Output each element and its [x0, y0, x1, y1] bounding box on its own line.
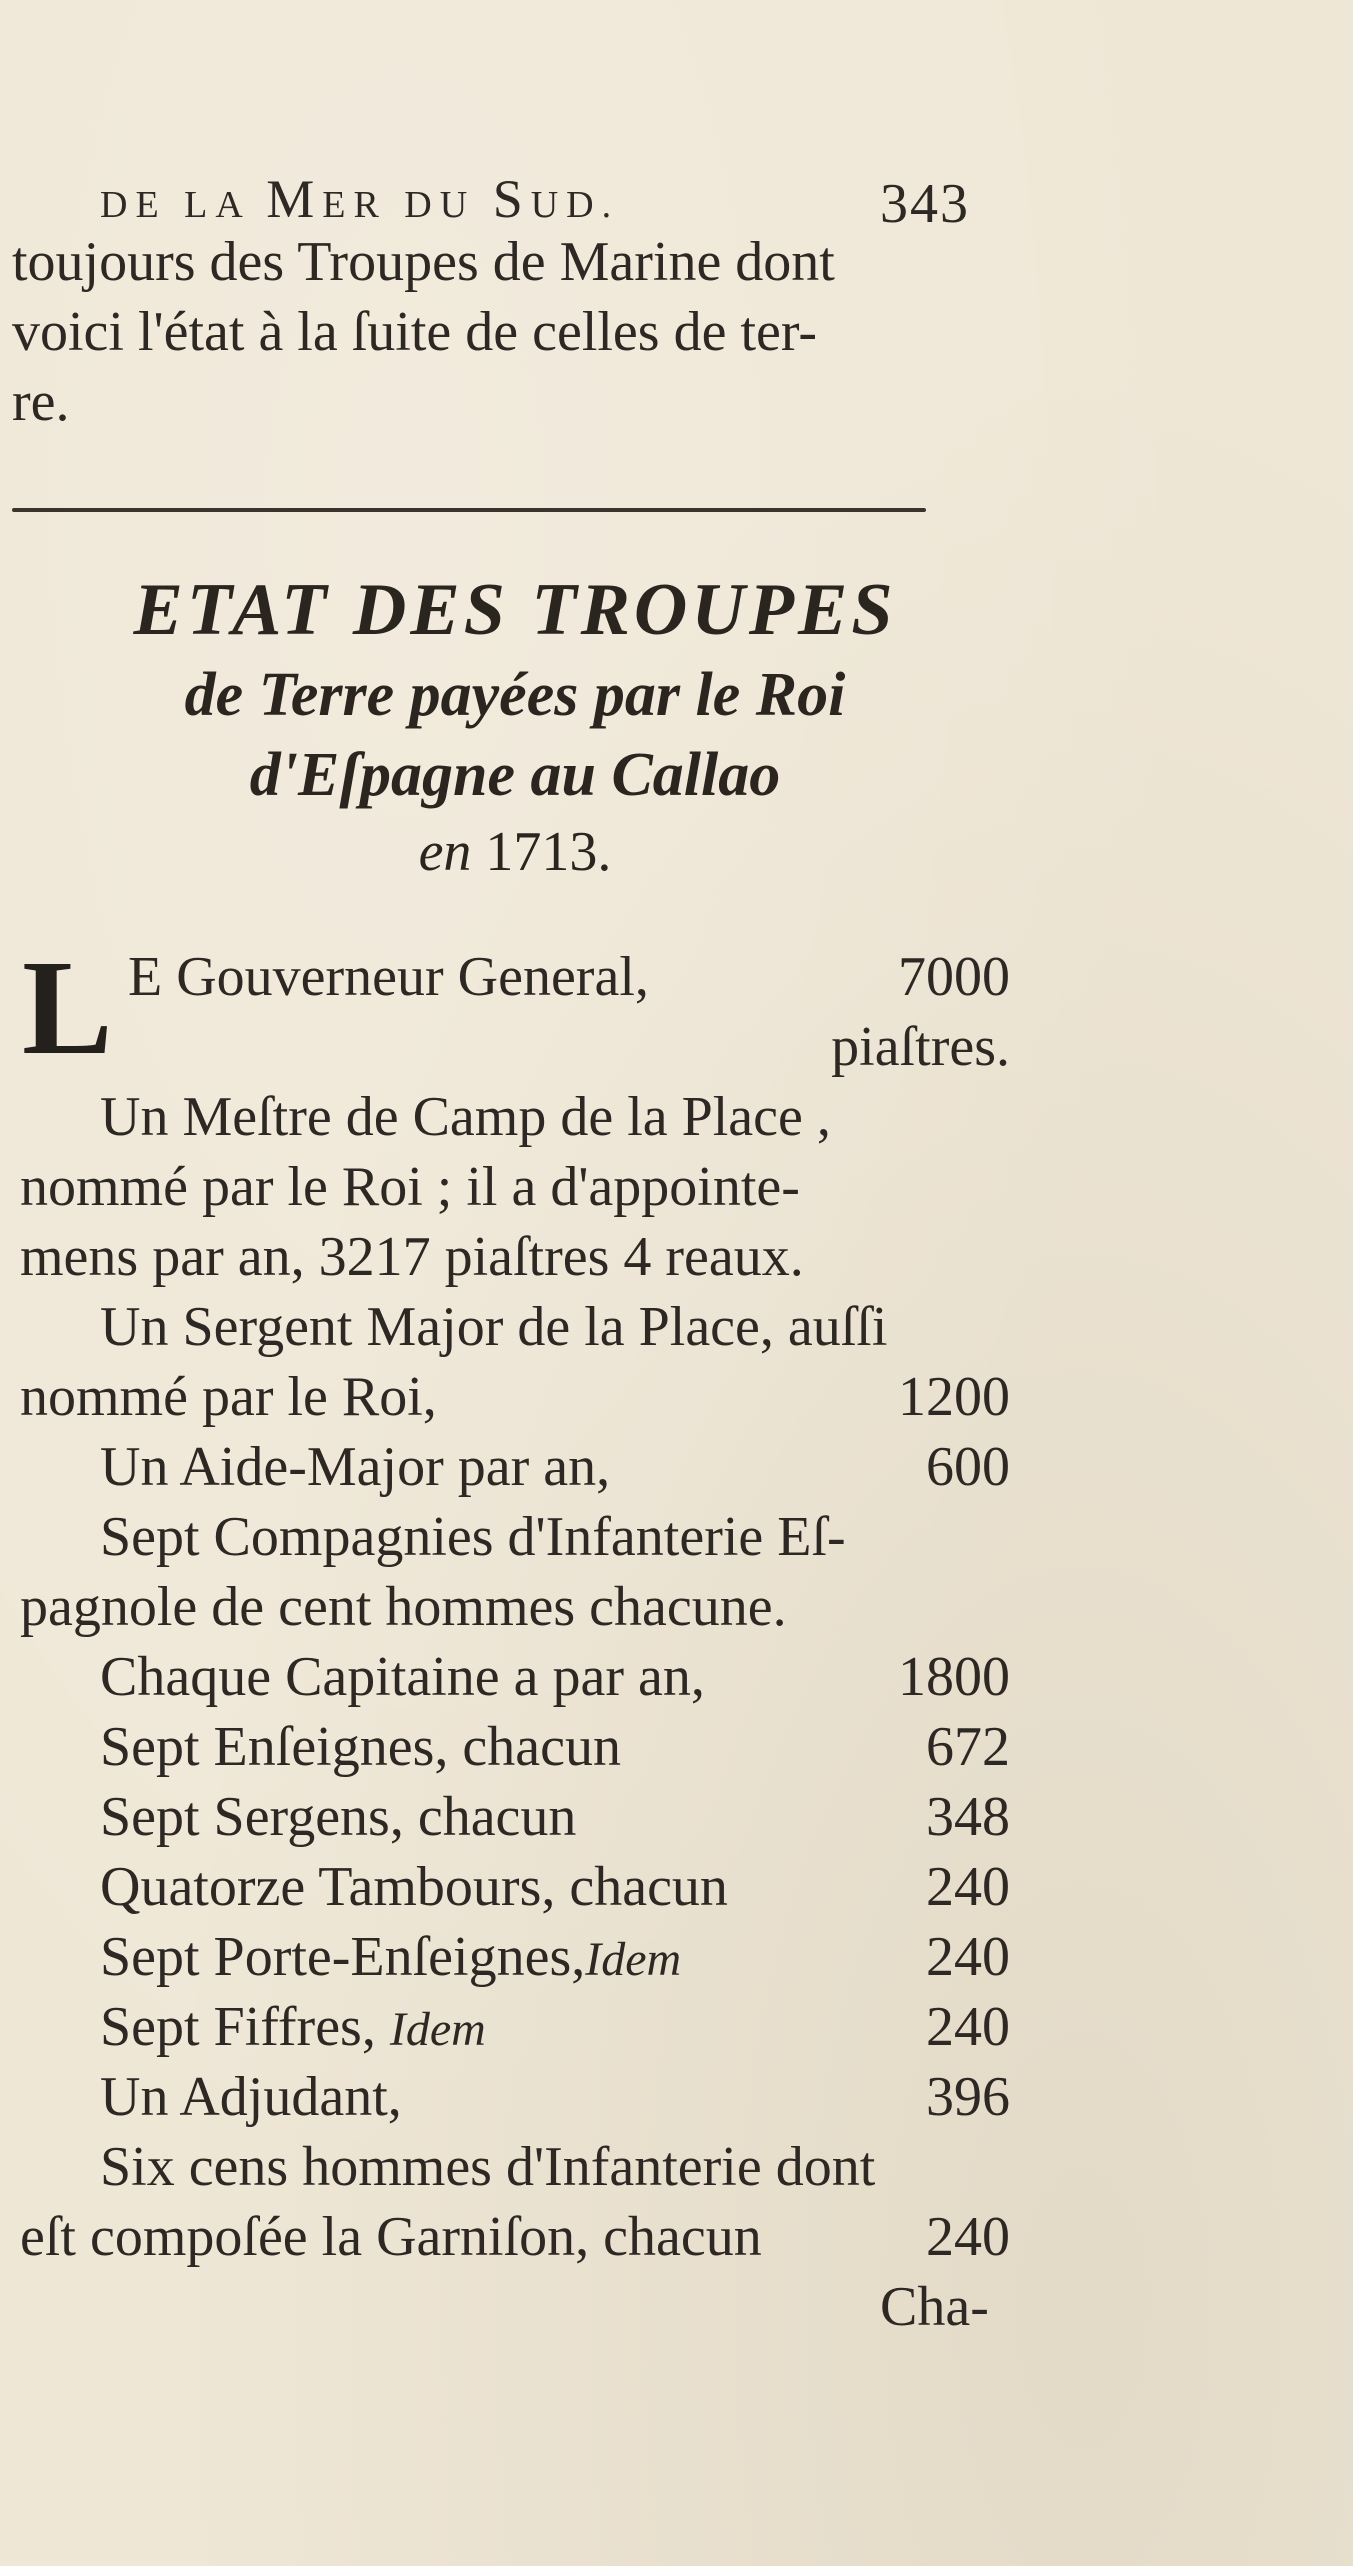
drop-cap: L — [22, 933, 113, 1083]
entry-row — [0, 1715, 1010, 1785]
entry-value: 7000 — [898, 946, 1010, 1008]
intro-line: re. — [12, 371, 70, 433]
entry-value: 1200 — [898, 1366, 1010, 1428]
entry-row — [0, 1225, 1010, 1295]
entry-value: 240 — [926, 1856, 1010, 1918]
entry-label: nommé par le Roi, — [20, 1366, 437, 1428]
entry-row — [0, 1645, 1010, 1715]
entry-row — [0, 1085, 1010, 1155]
entry-row — [0, 2135, 1010, 2205]
entry-label: Un Sergent Major de la Place, auſſi — [100, 1296, 888, 1358]
entry-label-italic: Idem — [389, 2003, 486, 2056]
entry-row — [0, 1785, 1010, 1855]
entry-row — [0, 1435, 1010, 1505]
entry-label: Sept Enſeignes, chacun — [100, 1716, 621, 1778]
entry-value: 240 — [926, 2206, 1010, 2268]
entry-label — [100, 1925, 681, 1989]
entry-row — [0, 2065, 1010, 2135]
rh-title-part: DU — [404, 184, 493, 226]
entry-value: 348 — [926, 1786, 1010, 1848]
entry-label: nommé par le Roi ; il a d'appointe- — [20, 1156, 800, 1218]
entry-label: eſt compoſée la Garniſon, chacun — [20, 2206, 762, 2268]
entry-row — [0, 1925, 1010, 1995]
entry-value: 1800 — [898, 1646, 1010, 1708]
entry-label: pagnole de cent hommes chacune. — [20, 1576, 787, 1638]
section-subheading: de Terre payées par le Roi — [184, 661, 846, 729]
intro-line: voici l'état à la ſuite de celles de ter- — [12, 301, 818, 363]
entry-value: 240 — [926, 1996, 1010, 2058]
entry-label-text: Sept Porte-Enſeignes, — [100, 1926, 586, 1988]
intro-line: toujours des Troupes de Marine dont — [12, 231, 835, 293]
entry-row — [0, 1855, 1010, 1925]
entry-label: Un Meſtre de Camp de la Place , — [100, 1086, 831, 1148]
rh-title-part: ER — [322, 184, 405, 226]
entry-label — [100, 1995, 486, 2059]
entry-label: Chaque Capitaine a par an, — [100, 1646, 705, 1708]
page-number: 343 — [880, 173, 970, 235]
entry-row — [0, 1505, 1010, 1575]
entry-row — [0, 1295, 1010, 1365]
entry-label: mens par an, 3217 piaſtres 4 reaux. — [20, 1226, 804, 1288]
entry-value: 600 — [926, 1436, 1010, 1498]
entry-label-text: Sept Fiffres, — [100, 1996, 376, 2058]
rh-title-part: S — [492, 169, 531, 229]
entry-row — [0, 1015, 1010, 1085]
entry-label-italic: Idem — [585, 1933, 682, 1986]
entry-row — [0, 1365, 1010, 1435]
entry-label: Sept Compagnies d'Infanterie Eſ- — [100, 1506, 846, 1568]
heading-year: 1713. — [485, 821, 612, 883]
entry-row — [0, 1155, 1010, 1225]
entry-label: Un Aide-Major par an, — [100, 1436, 611, 1498]
entry-label: E Gouverneur General, — [128, 946, 649, 1008]
rh-title-part: UD. — [530, 184, 620, 226]
entry-row — [0, 2205, 1010, 2275]
section-heading: ETAT DES TROUPES — [133, 569, 897, 651]
entry-label: Sept Sergens, chacun — [100, 1786, 577, 1848]
catchword: Cha- — [880, 2276, 989, 2338]
section-subheading: d'Eſpagne au Callao — [249, 741, 781, 809]
heading-word: en — [418, 821, 472, 883]
entry-row — [0, 1575, 1010, 1645]
entry-row — [0, 1995, 1010, 2065]
entry-value: 240 — [926, 1926, 1010, 1988]
entry-label: Six cens hommes d'Infanterie dont — [100, 2136, 876, 2198]
rh-title-part: M — [266, 169, 323, 229]
entry-value: 672 — [926, 1716, 1010, 1778]
entry-row — [0, 945, 1010, 1015]
entry-label: Un Adjudant, — [100, 2066, 402, 2128]
rh-title-part: DE LA — [100, 184, 267, 226]
entry-value: 396 — [926, 2066, 1010, 2128]
entry-value: piaſtres. — [831, 1016, 1010, 1078]
entry-label: Quatorze Tambours, chacun — [100, 1856, 728, 1918]
